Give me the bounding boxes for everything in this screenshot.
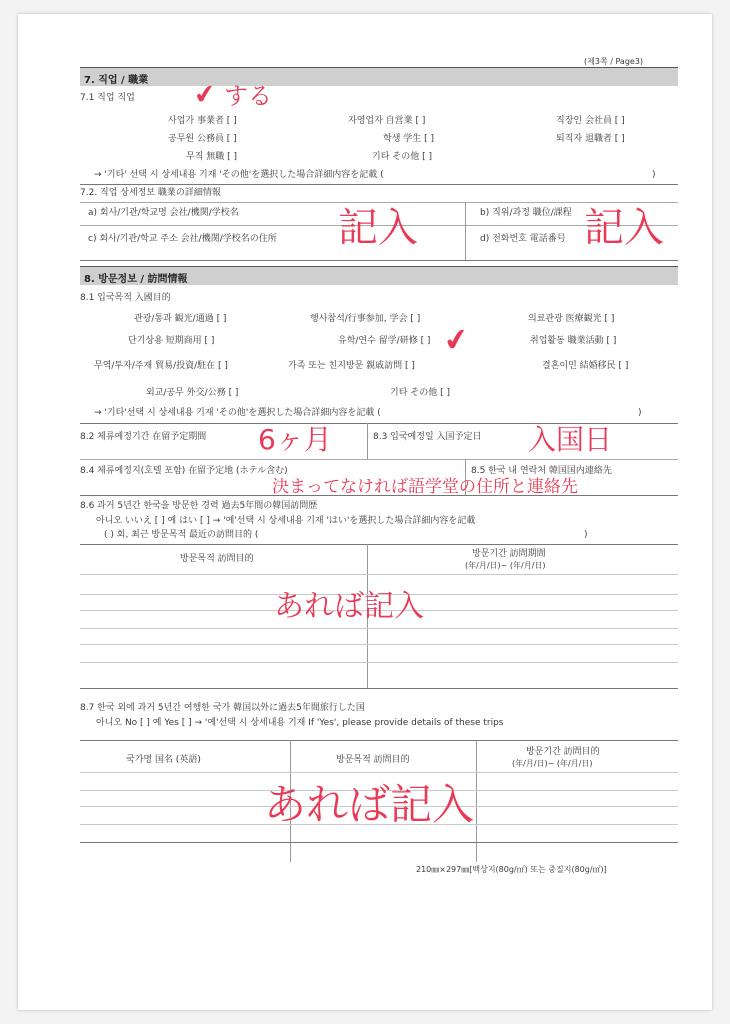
sub86-close: ) xyxy=(584,530,588,540)
table87-col-divider xyxy=(476,740,477,862)
sub72-label: 7.2. 직업 상세정보 職業の詳細情報 xyxy=(80,188,221,198)
purpose-other-close: ) xyxy=(638,408,642,418)
purpose-option[interactable]: 취업활동 職業活動 [ ] xyxy=(530,336,617,346)
table86-bottom xyxy=(80,688,678,689)
divider xyxy=(367,423,368,459)
purpose-option[interactable]: 관광/통과 観光/通過 [ ] xyxy=(134,314,227,324)
table86-header-period-format: (年/月/日)~ (年/月/日) xyxy=(465,561,546,570)
sub83-field[interactable]: 8.3 입국예정일 入国予定日 xyxy=(373,432,482,442)
purpose-option[interactable]: 유학/연수 留学/研修 [ ] xyxy=(338,336,431,346)
table87-header-country: 국가명 国名 (英語) xyxy=(126,755,201,765)
annotation-six-months: 6ヶ月 xyxy=(258,423,332,456)
sub85-field[interactable]: 8.5 한국 내 연락처 韓国国内連絡先 xyxy=(471,466,612,476)
table87-header-period-format: (年/月/日)~ (年/月/日) xyxy=(512,759,593,768)
purpose-option[interactable]: 가족 또는 친지방문 親戚訪問 [ ] xyxy=(288,361,415,371)
form-page xyxy=(18,14,712,1010)
section7-title: 7. 직업 / 職業 xyxy=(84,75,149,86)
section8-title: 8. 방문정보 / 訪問情報 xyxy=(84,274,188,285)
purpose-option[interactable]: 행사참석/行事参加, 学会 [ ] xyxy=(310,314,421,324)
section8-header xyxy=(80,266,678,285)
divider xyxy=(465,202,466,260)
detail-d-field[interactable]: d) 전화번호 電話番号 xyxy=(480,234,566,244)
divider xyxy=(80,184,678,185)
job-other-close: ) xyxy=(652,170,656,180)
section7-header xyxy=(80,67,678,86)
annotation-school-address-note: 決まってなければ語学堂の住所と連絡先 xyxy=(272,477,578,497)
sub86-label: 8.6 과거 5년간 한국을 방문한 경력 過去5年間の韓国訪問歴 xyxy=(80,501,318,511)
table87-bottom xyxy=(80,842,678,843)
job-option[interactable]: 공무원 公務員 [ ] xyxy=(168,134,237,144)
sub81-label: 8.1 입국목적 入國目的 xyxy=(80,293,171,303)
sub86-choice-line[interactable]: 아니오 いいえ [ ] 예 はい [ ] → '예'선택 시 상세내용 기재 'はい'を選択した場合詳細内容を記載 xyxy=(96,516,476,526)
sub86-count-line[interactable]: ( ) 회, 최근 방문목적 最近の訪問目的 ( xyxy=(104,530,259,540)
divider xyxy=(80,202,678,203)
annotation-entry-date: 入国日 xyxy=(528,423,613,456)
job-option[interactable]: 사업가 事業者 [ ] xyxy=(168,116,237,126)
job-option[interactable]: 자영업자 自営業 [ ] xyxy=(348,116,426,126)
annotation-kinyuu-position: 記入 xyxy=(584,205,664,251)
job-option[interactable]: 기타 その他 [ ] xyxy=(372,152,432,162)
purpose-option[interactable]: 기타 その他 [ ] xyxy=(390,388,450,398)
table86-header-period: 방문기간 訪問期間 xyxy=(472,549,546,559)
page-number: (제3쪽 / Page3) xyxy=(584,57,644,66)
detail-c-field[interactable]: c) 회사/기관/학교 주소 会社/機関/学校名の住所 xyxy=(88,234,277,244)
purpose-other-note: → '기타'선택 시 상세내용 기재 'その他'を選択した場合詳細内容を記載 ( xyxy=(94,408,381,418)
annotation-areba-kinyuu-visits: あれば記入 xyxy=(274,589,424,624)
table87-header-purpose: 방문목적 訪問目的 xyxy=(336,755,410,765)
sub71-label: 7.1 직업 직업 xyxy=(80,93,135,103)
footer-paper-spec: 210㎜×297㎜[백상지(80g/㎡) 또는 중질지(80g/㎡)] xyxy=(416,865,607,874)
table87-top xyxy=(80,740,678,741)
table87-header-period: 방문기간 訪問目的 xyxy=(526,747,600,757)
purpose-option[interactable]: 외교/공무 外交/公務 [ ] xyxy=(146,388,239,398)
table87-row xyxy=(80,772,678,773)
table86-row xyxy=(80,662,678,663)
purpose-option[interactable]: 무역/투자/주재 貿易/投資/駐在 [ ] xyxy=(94,361,228,371)
annotation-areba-kinyuu-travel: あれば記入 xyxy=(264,780,475,829)
table86-row xyxy=(80,644,678,645)
divider xyxy=(80,459,678,460)
job-option[interactable]: 퇴직자 退職者 [ ] xyxy=(556,134,625,144)
sub87-choice-line[interactable]: 아니오 No [ ] 예 Yes [ ] → '예'선택 시 상세내용 기재 If 'Yes', please provide details of these trips xyxy=(96,718,504,728)
sub84-field[interactable]: 8.4 체류예정지(호텔 포함) 在留予定地 (ホテル含む) xyxy=(80,466,288,476)
sub82-field[interactable]: 8.2 체류예정기간 在留予定期間 xyxy=(80,432,207,442)
annotation-suru: する xyxy=(224,82,272,110)
detail-a-field[interactable]: a) 회사/기관/학교명 会社/機関/学校名 xyxy=(88,208,239,218)
table86-row xyxy=(80,574,678,575)
sub87-label: 8.7 한국 외에 과거 5년간 여행한 국가 韓国以外に過去5年間旅行した国 xyxy=(80,703,365,713)
divider xyxy=(80,260,678,261)
table86-row xyxy=(80,628,678,629)
table86-header-purpose: 방문목적 訪問目的 xyxy=(180,554,254,564)
annotation-kinyuu-company: 記入 xyxy=(338,205,418,251)
check-mark-icon: ✔ xyxy=(441,321,472,360)
job-option[interactable]: 학생 学生 [ ] xyxy=(383,134,434,144)
job-option[interactable]: 무직 無職 [ ] xyxy=(186,152,237,162)
purpose-option[interactable]: 단기상용 短期商用 [ ] xyxy=(128,336,215,346)
job-option[interactable]: 직장인 会社員 [ ] xyxy=(556,116,625,126)
job-other-note: → '기타' 선택 시 상세내용 기재 'その他'を選択した場合詳細内容を記載 ( xyxy=(94,170,384,180)
purpose-option[interactable]: 의료관광 医療観光 [ ] xyxy=(528,314,615,324)
purpose-option[interactable]: 결혼이민 結婚移民 [ ] xyxy=(542,361,629,371)
check-mark-icon: ✔ xyxy=(192,78,218,112)
table86-top xyxy=(80,544,678,545)
detail-b-field[interactable]: b) 직위/과정 職位/課程 xyxy=(480,208,572,218)
